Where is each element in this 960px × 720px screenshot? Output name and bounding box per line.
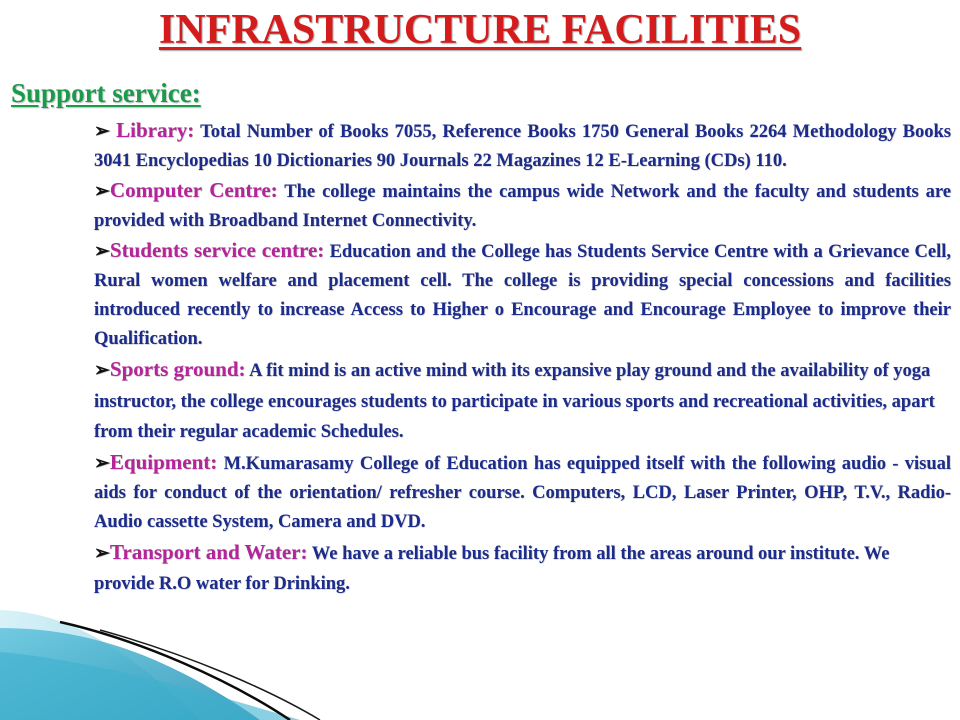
facility-label: Equipment: bbox=[109, 449, 218, 474]
facility-label: Students service centre: bbox=[109, 238, 325, 262]
facility-list bbox=[94, 116, 951, 600]
facility-text: M.Kumarasamy College of Education has equipped itself with the following audio - visual aids for conduct of the orientation/ refresher course. Computers, LCD, Laser Printer, OHP, T.V., Radio-Audio cassette System, Camera and DVD. bbox=[94, 453, 952, 532]
arrow-bullet-icon: ➢ bbox=[94, 452, 110, 474]
facility-label: Transport and Water: bbox=[109, 539, 308, 564]
facility-item-students-service-centre bbox=[94, 236, 951, 354]
arrow-bullet-icon: ➢ bbox=[94, 360, 110, 381]
facility-item-transport-and-water bbox=[94, 537, 951, 600]
facility-text: Total Number of Books 7055, Reference Books 1750 General Books 2264 Methodology Books 3041 Encyclopedias 10 Dictionaries 90 Journals 22 Magazines 12 E-Learning (CDs) 110. bbox=[94, 122, 951, 171]
facility-text: A fit mind is an active mind with its expansive play ground and the availability of yoga instructor, the college encourages students to participate in various sports and recreational activities, apart from their regular academic Schedules. bbox=[94, 361, 935, 442]
facility-text: We have a reliable bus facility from all the areas around our institute. We provide R.O water for Drinking. bbox=[94, 543, 890, 594]
facility-item-sports-ground bbox=[94, 354, 951, 448]
facility-item-equipment bbox=[94, 448, 951, 537]
facility-label: Library: bbox=[116, 118, 195, 142]
facility-text: Education and the College has Students Service Centre with a Grievance Cell, Rural women welfare and placement cell. The college is providing special concessions and facilities introduced recently to increase Access to Higher o Encourage and Encourage Employee to improve their Qualification. bbox=[94, 242, 951, 349]
arrow-bullet-icon: ➢ bbox=[94, 181, 110, 202]
facility-text: The college maintains the campus wide Network and the faculty and students are provided with Broadband Internet Connectivity. bbox=[94, 182, 952, 231]
facility-label: Sports ground: bbox=[109, 357, 246, 381]
facility-item-computer-centre bbox=[94, 176, 951, 236]
arrow-bullet-icon: ➢ bbox=[94, 241, 110, 262]
section-heading: Support service: bbox=[11, 78, 201, 108]
slide-title: INFRASTRUCTURE FACILITIES bbox=[158, 7, 802, 53]
facility-label: Computer Centre: bbox=[109, 178, 278, 202]
arrow-bullet-icon: ➢ bbox=[94, 121, 110, 142]
arrow-bullet-icon: ➢ bbox=[94, 542, 110, 564]
facility-item-library bbox=[94, 116, 951, 176]
